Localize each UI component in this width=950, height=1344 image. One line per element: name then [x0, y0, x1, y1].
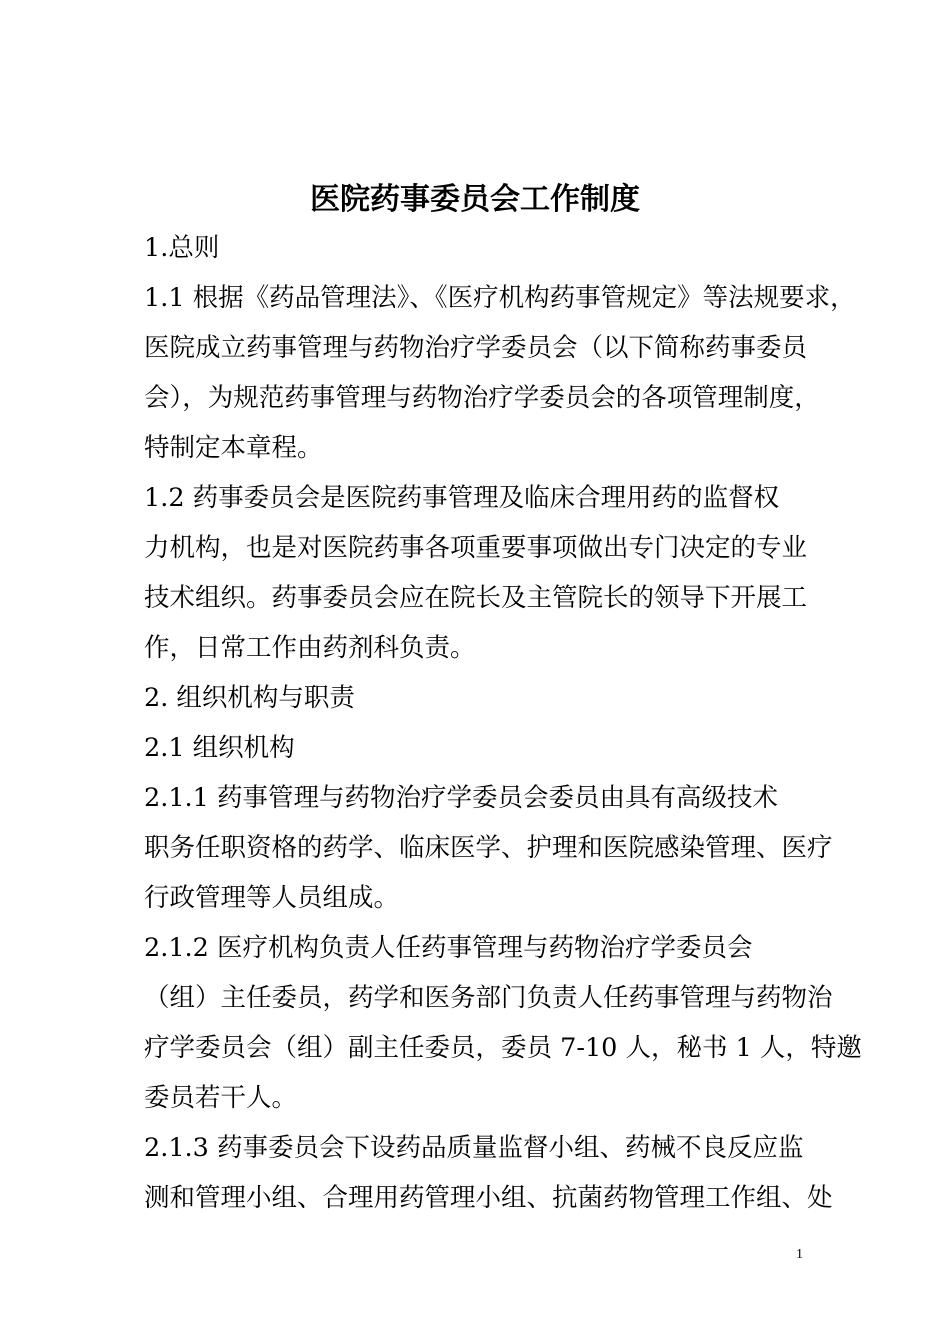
paragraph-line: 行政管理等人员组成。	[144, 883, 400, 913]
section-heading-organization: 2. 组织机构与职责	[144, 683, 355, 713]
paragraph-line: 1.1 根据《药品管理法》、《医疗机构药事管规定》等法规要求，	[144, 283, 856, 313]
paragraph-line: 作，日常工作由药剂科负责。	[144, 633, 476, 663]
paragraph-line: 医院成立药事管理与药物治疗学委员会（以下简称药事委员	[144, 333, 808, 363]
section-heading-general: 1.总则	[144, 233, 220, 263]
page-number: 1	[796, 1247, 803, 1262]
paragraph-line: 力机构，也是对医院药事各项重要事项做出专门决定的专业	[144, 533, 808, 563]
paragraph-line: 技术组织。药事委员会应在院长及主管院长的领导下开展工	[144, 583, 808, 613]
paragraph-line: 2.1.3 药事委员会下设药品质量监督小组、药械不良反应监	[144, 1133, 804, 1163]
paragraph-line: 委员若干人。	[144, 1083, 298, 1113]
paragraph-line: 会），为规范药事管理与药物治疗学委员会的各项管理制度，	[144, 383, 820, 413]
paragraph-line: 测和管理小组、合理用药管理小组、抗菌药物管理工作组、处	[144, 1183, 833, 1213]
paragraph-line: 1.2 药事委员会是医院药事管理及临床合理用药的监督权	[144, 483, 780, 513]
paragraph-line: （组）主任委员，药学和医务部门负责人任药事管理与药物治	[144, 983, 833, 1013]
subsection-heading: 2.1 组织机构	[144, 733, 295, 763]
document-title: 医院药事委员会工作制度	[310, 182, 640, 217]
paragraph-line: 2.1.2 医疗机构负责人任药事管理与药物治疗学委员会	[144, 933, 753, 963]
paragraph-line: 疗学委员会（组）副主任委员，委员 7-10 人，秘书 1 人，特邀	[144, 1033, 862, 1063]
paragraph-line: 2.1.1 药事管理与药物治疗学委员会委员由具有高级技术	[144, 783, 778, 813]
paragraph-line: 特制定本章程。	[144, 433, 323, 463]
paragraph-line: 职务任职资格的药学、临床医学、护理和医院感染管理、医疗	[144, 833, 833, 863]
